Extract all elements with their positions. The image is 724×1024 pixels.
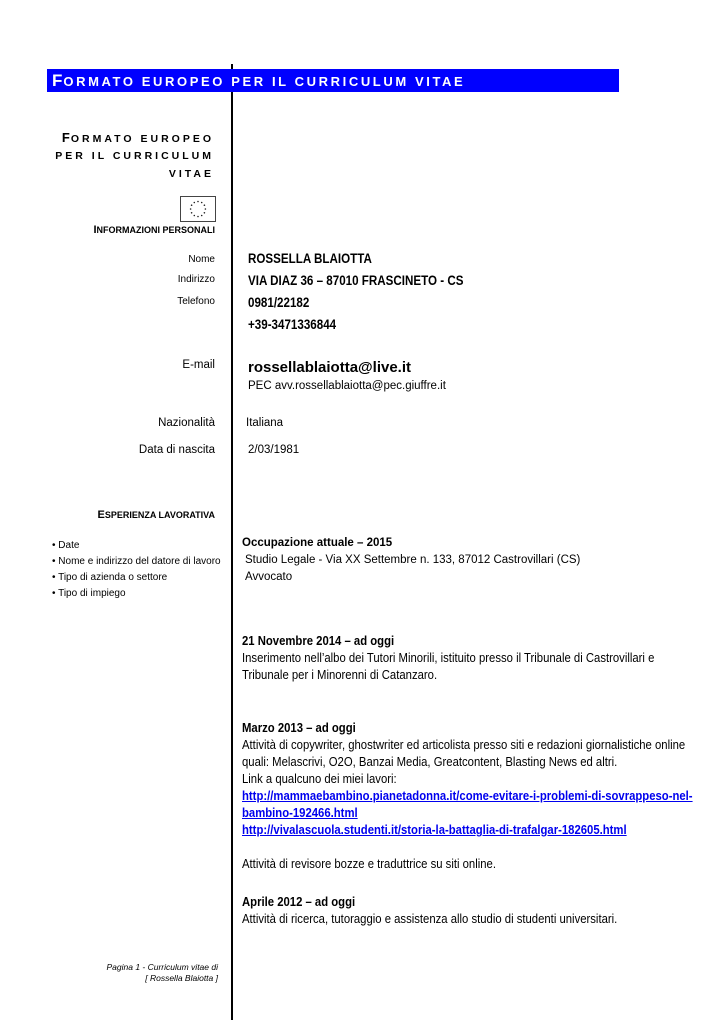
label-email: E-mail bbox=[182, 359, 215, 371]
person-email: rossellablaiotta@live.it bbox=[248, 359, 412, 376]
footer-line2: [ Rossella Blaiotta ] bbox=[145, 973, 218, 983]
bullet-role: • Tipo di impiego bbox=[52, 588, 126, 599]
entry-2-link-intro: Link a qualcuno dei miei lavori: bbox=[242, 771, 397, 786]
experience-entry-1 bbox=[242, 632, 703, 683]
entry-2-text: Attività di copywriter, ghostwriter ed articolista presso siti e redazioni giornalistiche online quali: Melascrivi, O2O, Banzai Media, Greatcontent, Blasting News ed altri. bbox=[242, 737, 686, 769]
person-pec: PEC avv.rossellablaiotta@pec.giuffre.it bbox=[248, 380, 446, 392]
bullet-date: • Date bbox=[52, 540, 80, 551]
portfolio-link-2[interactable]: http://vivalascuola.studenti.it/storia-la-battaglia-di-trafalgar-182605.html bbox=[242, 822, 627, 837]
bullet-employer: • Nome e indirizzo del datore di lavoro bbox=[52, 556, 221, 567]
personal-info-heading: INFORMAZIONI PERSONALI bbox=[93, 224, 215, 236]
person-phone2: +39-3471336844 bbox=[248, 317, 337, 332]
experience-field-list bbox=[52, 538, 221, 602]
person-name: ROSSELLA BLAIOTTA bbox=[248, 251, 372, 266]
label-telefono: Telefono bbox=[177, 296, 215, 307]
person-nationality: Italiana bbox=[246, 417, 284, 429]
label-nome: Nome bbox=[188, 254, 215, 265]
person-birthdate: 2/03/1981 bbox=[248, 444, 300, 456]
column-divider bbox=[231, 64, 233, 1020]
bullet-sector: • Tipo di azienda o settore bbox=[52, 572, 168, 583]
label-nascita: Data di nascita bbox=[138, 444, 215, 456]
label-indirizzo: Indirizzo bbox=[177, 274, 215, 285]
left-title-line3: VITAE bbox=[168, 168, 214, 180]
person-address: VIA DIAZ 36 – 87010 FRASCINETO - CS bbox=[248, 273, 464, 288]
eu-flag-logo bbox=[180, 196, 216, 222]
portfolio-link-1[interactable]: http://mammaebambino.pianetadonna.it/come-evitare-i-problemi-di-sovrappeso-nel-bambino-192466.html bbox=[242, 788, 693, 820]
entry-3-text: Attività di ricerca, tutoraggio e assistenza allo studio di studenti universitari. bbox=[242, 911, 618, 926]
left-title-line1: FORMATO EUROPEO bbox=[61, 130, 214, 145]
current-role: Avvocato bbox=[245, 571, 293, 583]
entry-1-date: 21 Novembre 2014 – ad oggi bbox=[242, 633, 395, 648]
current-employer: Studio Legale - Via XX Settembre n. 133, 87012 Castrovillari (CS) bbox=[245, 554, 581, 566]
experience-entry-3 bbox=[242, 893, 703, 927]
entry-1-text: Inserimento nell’albo dei Tutori Minorili, istituito presso il Tribunale di Castrovillari e Tribunale per i Minorenni di Catanzaro. bbox=[242, 650, 655, 682]
banner-title: FORMATO EUROPEO PER IL CURRICULUM VITAE bbox=[52, 71, 466, 90]
experience-entry-2 bbox=[242, 719, 703, 872]
entry-3-date: Aprile 2012 – ad oggi bbox=[242, 894, 356, 909]
page-footer bbox=[60, 962, 218, 984]
left-title-line2: PER IL CURRICULUM bbox=[55, 150, 214, 162]
label-nazionalita: Nazionalità bbox=[158, 417, 215, 429]
experience-heading: ESPERIENZA LAVORATIVA bbox=[97, 509, 215, 521]
person-phone1: 0981/22182 bbox=[248, 295, 310, 310]
current-job-title: Occupazione attuale – 2015 bbox=[242, 537, 393, 549]
entry-2-extra: Attività di revisore bozze e traduttrice su siti online. bbox=[242, 856, 496, 871]
footer-line1: Pagina 1 - Curriculum vitae di bbox=[106, 962, 218, 972]
entry-2-date: Marzo 2013 – ad oggi bbox=[242, 720, 356, 735]
